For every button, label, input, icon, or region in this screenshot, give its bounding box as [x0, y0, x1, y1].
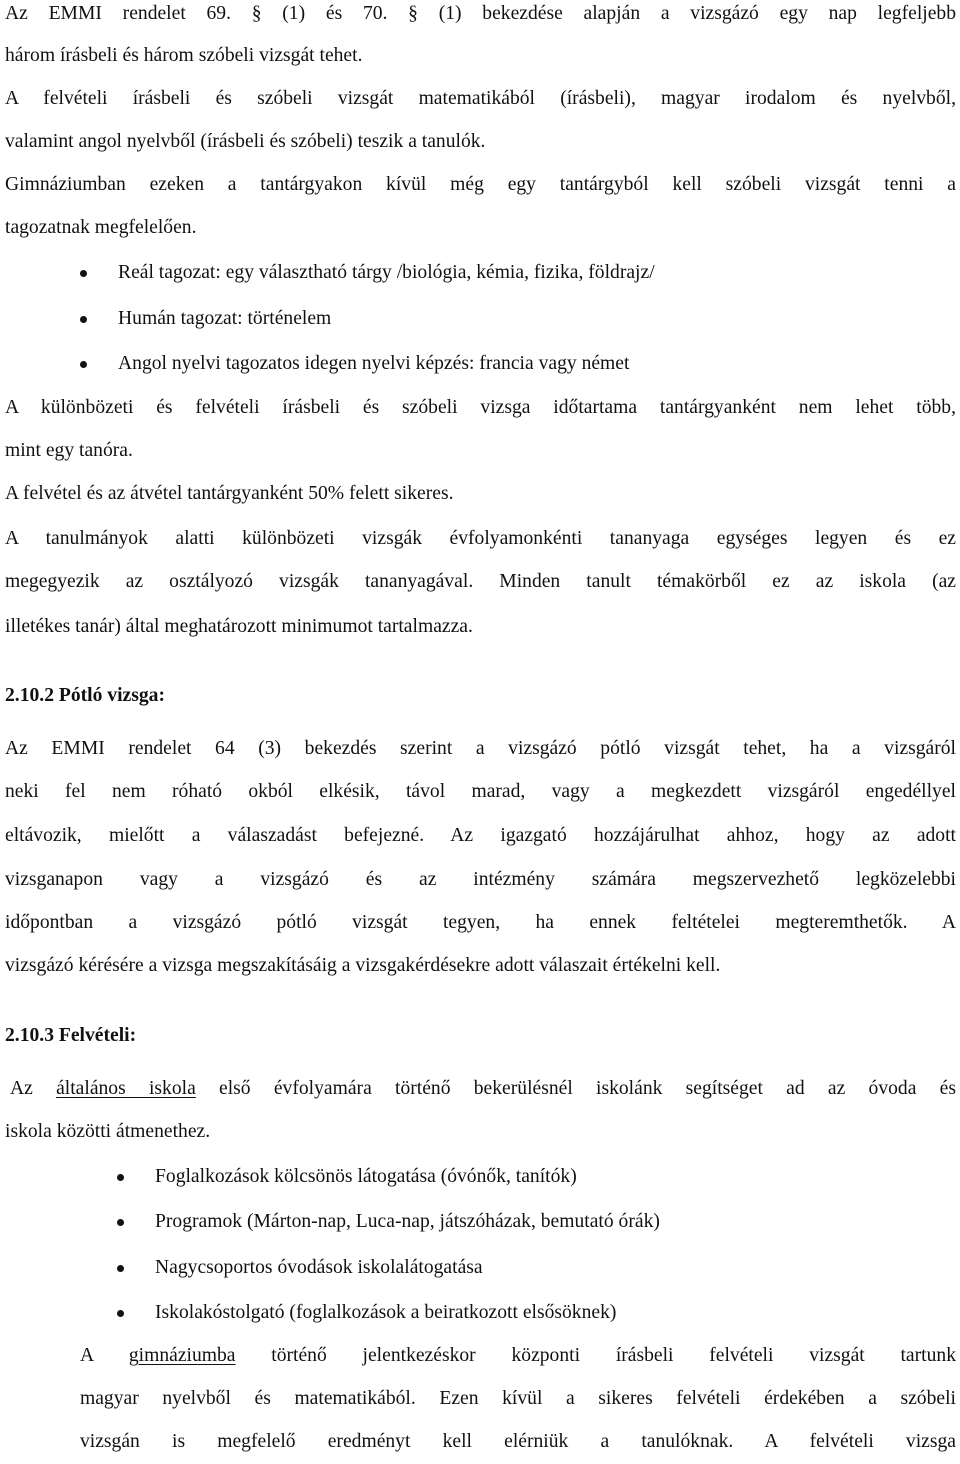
gymnasium-link[interactable]: gimnáziumba: [128, 1345, 236, 1366]
text-line: Az EMMI rendelet 69. § (1) és 70. § (1) bekezdése alapján a vizsgázó egy nap legfeljebb: [5, 3, 956, 24]
general-school-link[interactable]: általános iskola: [56, 1078, 196, 1099]
text-line: illetékes tanár) által meghatározott minimumot tartalmazza.: [5, 616, 473, 637]
text-line: A felvétel és az átvétel tantárgyanként 50% felett sikeres.: [5, 483, 454, 504]
list-item: Reál tagozat: egy választható tárgy /biológia, kémia, fizika, földrajz/: [118, 262, 655, 283]
text-line: Az EMMI rendelet 64 (3) bekezdés szerint a vizsgázó pótló vizsgát tehet, ha a vizsgáról: [5, 738, 956, 759]
bullet-icon: [117, 1265, 124, 1272]
list-item: Foglalkozások kölcsönös látogatása (óvónők, tanítók): [155, 1166, 577, 1187]
list-item: Nagycsoportos óvodások iskolalátogatása: [155, 1257, 483, 1278]
text-line: vizsgán is megfelelő eredményt kell elérniük a tanulóknak. A felvételi vizsga: [80, 1431, 956, 1452]
text-line: A felvételi írásbeli és szóbeli vizsgát matematikából (írásbeli), magyar irodalom és nyelvből,: [5, 88, 956, 109]
text-line: [10, 1067, 956, 1111]
list-item: Angol nyelvi tagozatos idegen nyelvi képzés: francia vagy német: [118, 353, 630, 374]
text-line: valamint angol nyelvből (írásbeli és szóbeli) teszik a tanulók.: [5, 131, 486, 152]
text-line: megegyezik az osztályozó vizsgák tananyagával. Minden tanult témakörből ez az iskola (az: [5, 571, 956, 592]
list-item: Humán tagozat: történelem: [118, 308, 332, 329]
bullet-icon: [80, 316, 87, 323]
text-line: A tanulmányok alatti különbözeti vizsgák évfolyamonkénti tananyaga egységes legyen és ez: [5, 528, 956, 549]
text-line: [80, 1334, 956, 1378]
bullet-icon: [80, 361, 87, 368]
bullet-icon: [117, 1310, 124, 1317]
text-line: iskola közötti átmenethez.: [5, 1121, 211, 1142]
list-item: Programok (Márton-nap, Luca-nap, játszóházak, bemutató órák): [155, 1211, 660, 1232]
text-line: mint egy tanóra.: [5, 440, 133, 461]
bullet-icon: [117, 1219, 124, 1226]
text-line: három írásbeli és három szóbeli vizsgát tehet.: [5, 45, 363, 66]
text-line: Gimnáziumban ezeken a tantárgyakon kívül még egy tantárgyból kell szóbeli vizsgát tenni a: [5, 174, 956, 195]
text-line: eltávozik, mielőtt a válaszadást befejezné. Az igazgató hozzájárulhat ahhoz, hogy az adott: [5, 825, 956, 846]
section-heading: 2.10.3 Felvételi:: [5, 1025, 137, 1046]
section-heading: 2.10.2 Pótló vizsga:: [5, 685, 165, 706]
text-line: neki fel nem róható okból elkésik, távol marad, vagy a megkezdett vizsgáról engedéllyel: [5, 781, 956, 802]
text-line: vizsgázó kérésére a vizsga megszakításáig a vizsgakérdésekre adott válaszait értékelni kell.: [5, 955, 721, 976]
text-span: A: [80, 1345, 129, 1366]
text-line: A különbözeti és felvételi írásbeli és szóbeli vizsga időtartama tantárgyanként nem lehet több,: [5, 397, 956, 418]
text-line: tagozatnak megfelelően.: [5, 217, 197, 238]
text-span: első évfolyamára történő bekerülésnél iskolánk segítséget ad az óvoda és: [195, 1078, 956, 1099]
bullet-icon: [80, 270, 87, 277]
bullet-icon: [117, 1174, 124, 1181]
text-span: történő jelentkezéskor központi írásbeli felvételi vizsgát tartunk: [235, 1345, 956, 1366]
text-span: Az: [10, 1078, 57, 1099]
list-item: Iskolakóstolgató (foglalkozások a beiratkozott elsősöknek): [155, 1302, 617, 1323]
text-line: időpontban a vizsgázó pótló vizsgát tegyen, ha ennek feltételei megteremthetők. A: [5, 912, 956, 933]
text-line: vizsganapon vagy a vizsgázó és az intézmény számára megszervezhető legközelebbi: [5, 869, 956, 890]
text-line: magyar nyelvből és matematikából. Ezen kívül a sikeres felvételi érdekében a szóbeli: [80, 1388, 956, 1409]
